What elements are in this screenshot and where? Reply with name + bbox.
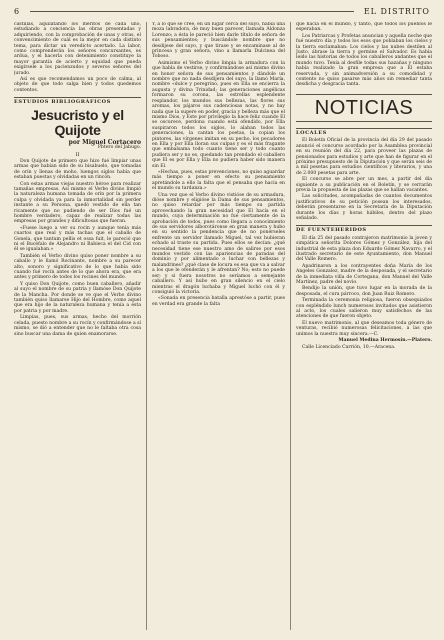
author-place: Pbtero del Jabugo. [97, 145, 141, 151]
paragraph: Una vez que el Verbo divino vistióse de su armadura, dióse nombre y eligióse la Dama de sus pensamientos, no quiso retardar por más tiempo su partida aprovechando la gran necesidad que El hacía en el mundo, cuya determinación no fué ciertamente de la aprobación de todos, pues como llegara a conocimiento de sus servidores alborotáronse en gran manera y hubo en su sentido la pendencia que de no ponérseles enfrente un servidor llamado Miguel, tal vez hubieran echado al traste su partida. Pues ellos se decían: ¿qué necesidad tiene ese nuestro amo de salirse por esos mundos vestido con las apariencias de paradas del dominio y por alimentado o luchar con bellezas y malandrines? ¿qué clase de locura es esa que va a salvar a los que le ofenderán y le afrentan? No; esto no puede ser; y si fuera nosotros no seríamos a semejante caballero. Y así hubo en gran silencio en el cielo mientras el dragón luchaba y Miguel luchó con él y consiguió la victoria. [152, 192, 285, 295]
section-heading-fuenteheridos: DE FUENTEHERIDOS [296, 225, 432, 233]
paragraph: castillas, aquilatando los méritos de cada uno, estudiando a conciencia las obras presentadas y adquiriendo, con la comprobación de unas y otras, el convencimiento de cuál es la mejor en cada distinto tema, para dictar un veredicto acertado. La labor, como comprenderán los señores concursantes, es ardua, y el hacerla con detenimiento constituye la mayor garantía de acierto y equidad que pueda exigírsele a los pacienzudos y severos señores del jurado. [14, 22, 141, 76]
paragraph: El día 25 del pasado contrajeron matrimonio la joven y simpática señorita Dolores Gómez y González, hija del industrial de esta plaza don Eduardo Gómez Navarro, y el ilustrado secretario de este Ayuntamiento, don Manuel del Valle Romero. [296, 235, 432, 263]
paragraph: «Hechas, pues, estas prevenciones, no quiso aguardar más tiempo a poner en efecto su pensamiento apretándole a ello la falta que el pensaba que hacía en el mundo su tardanza.» [152, 169, 285, 192]
section-heading-locales: LOCALES [296, 128, 432, 136]
paragraph: Bendijo la unión, que tuvo lugar en la morada de la desposada, el cura párroco, don Juan Ruiz Romero. [296, 286, 432, 297]
noticias-heading: NOTICIAS [296, 94, 432, 122]
article-title: Jesucristo y el Quijote [31, 106, 124, 138]
paragraph: El nuevo matrimonio, al que deseamos toda género de venturas, recibió numerosas felicitaciones, a las que unimos la nuestra muy sincera.—C. [296, 320, 432, 337]
header-rule [30, 11, 354, 12]
column-divider [290, 22, 291, 630]
part-numeral: II [75, 151, 80, 158]
article-author: por Miguel Cortacero [68, 138, 141, 146]
paragraph: El Boletín Oficial de la provincia del día 29 del pasado anunció el concurso acordado por la Asamblea provincial en su reunión del día 22, para proveer las plazas de pensionados para estudios y arte que han de figurar en el próximo presupuesto de la Diputación y que serán seis de a mil pesetas para estudios científicos y literarios, y una de 2.000 pesetas para arte. [296, 138, 432, 176]
paragraph: Asimismo el Verbo divino limpia la armadura con la que habla de vestirse, y confirmándose así mismo divino en honor señora de sus pensamientos y dándole un nombre que no nada desdijera del suyo, la llamó María, nombre «dulce y peregrino, pues en Ella se encierra la augusta y divina Trinidad; las generaciones angélicas formaron su corona, las estrellas esplendente resplandor, los mundos sus bellezas, las flores sus aromas, los pájaros sus cadenciosas notas, y no hay nada que la supere en poder, gracia y belleza más que el mismo Dios, y Este por privilegio la hace feliz cuando El se oscurece, perdona cuando está ofendido, por Ella suspiraron todos los siglos, lo alaban todos las generaciones, la cantan los poetas, la copian los pintores, las vírgenes imitan en su pecho, los pecadores en Ella y por Ella lloran sus culpas y es el más fragante que embalsama todo cuanto tiene ser y todo cuanto pudiera ser y no es, quedando tan prendado el caballero que El es por Ella y Ella no pudiera haber sido manera sin El. [152, 60, 285, 169]
paragraph: Con estas armas viejas nuestro héroe para realizar tamañas empresas. Así mismo el Verbo divino limpió la naturaleza humana tomada de orín por la primera culpa y olvidada ya para la inmortalidad sin perder instante a su Persona, quedó vestido de ella tan ricamente que no pudiendo de ser Dios fué un hombre verdadero, capaz de realizar todas las empresas por grandes y dificultosas que fueran. [14, 181, 141, 225]
paragraph: que hacía en el mundo, y tanto, que todos los pueblos le esperaban. [296, 22, 432, 33]
newspaper-title: EL DISTRITO [363, 6, 430, 16]
paragraph: Y, a lo que se cree, en un lugar cerca del suyo, había una moza labradora, de muy buen parecer, llamada Aldonza Lorenzo; a ésta le pareció bien darle título de señora de sus pensamientos; y buscándole nombre que no desdijese del suyo, y que tirase y se encaminase al de princesa y gran señora, vino a llamarla Dulcinea del Toboso. [152, 22, 285, 60]
paragraph: Terminada la ceremonia religiosa, fueron obsequiados con espléndido lunch numerosos invitados que asistieron al acto, los cuales salieron muy satisfechos de las atenciones de que fueron objeto. [296, 298, 432, 320]
page-number: 6 [14, 6, 21, 16]
paragraph: Los Patriarcas y Profetas anuncian y aquella noche que fué nuestro día y todos los esos que poblaban los cielos y la tierra exclamaban: Los cielos y las nubes destilen al Justo, ábrase la tierra y germine el Salvador. Es había leído las historias de todos los caballeros andantes que el mundo tuvo. Tenía al desfile todas sus hazañas y ninguno había realizado la gran empresa que a El estaba reservada, y sin animadversión a su comodidad y contento no quiso pasarse más años sin remediar tanta desdicha y desgracia tanta. [296, 33, 432, 88]
paragraph: Don Quijote de primero que hizo fué limpiar unas armas que habían sido de su bisabuelo, que tomadas de orín y llenas de moho, luengos siglos había que estaban puestas y olvidadas en un rincón. [14, 158, 141, 181]
paragraph: Apadrinaron a los contrayentes doña María de los Angeles Gonzalez, madre de la desposada, y el secretario de la inmediata villa de Cortegana, don Manuel del Valle Martínez, padre del novio. [296, 263, 432, 286]
section-heading: ESTUDIOS BIBLIOGRÁFICOS [14, 97, 141, 105]
advertisement-signature: Manuel Medina Hermosín.—Platero. [338, 338, 432, 344]
column-3 [296, 22, 432, 632]
column-1 [14, 22, 141, 632]
paragraph: «Fuese luego a ver su rocín y aunque tenía más cuartos que real y más tachas que el caballo de Gonela, que tantum pellis et ossa fuit, le pareció que ni el Bucéfalo de Alejandro ni Babieca el del Cid con él se igualaban.» [14, 225, 141, 253]
column-divider [146, 22, 147, 630]
column-2 [152, 22, 285, 632]
paragraph: También el Verbo divino quiso poner nombre a su caballo y le llamó Rocinante, nombre a su parecer alto, sonoro y significativo de lo que había sido cuando fué rocín antes de lo que ahora era, que era antes y primero de todos los rocines del mundo. [14, 253, 141, 281]
paragraph: Las solicitudes, acompañadas de cuantos documentos justificativos de su petición posean los interesados, deberán presentarse en la Secretaría de la Diputación durante los días y horas hábiles, dentro del plazo señalado. [296, 194, 432, 221]
paragraph: Y quiso Don Quijote, como buen caballero, añadir al suyo el nombre de su patria y llamóse Don Quijote de la Mancha. Por donde se ve que el Verbo divino también quiso llamarse Hijo del Hombre, como aquel que era hijo de la naturaleza humana y tenía a ésta por patria y por madre. [14, 281, 141, 314]
advertisement-address: Calle Licenciado Carrión, 10.—Aracena. [302, 344, 396, 350]
paragraph: Limpias, pues, sus armas, hecho del morrión celada, puesto nombre a su rocín y confirmándose a sí mismo, se dió a entender que no le faltaba otra cosa sino buscar una dama de quien enamorarse. [14, 315, 141, 337]
page-header [14, 4, 430, 18]
paragraph: «Sonada en presencia batalla aprestóse a partir, pues en verdad era grande la falta [152, 296, 285, 307]
paragraph: El concurso se abre por un mes, a partir del día siguiente a su publicación en el Boletín, y se cerrarán previa la propuesta de las plazas que se hallan vacantes. [296, 177, 432, 193]
paragraph: Así es que recomendamos un poco de calma, al objeto de que todo salga bien y todos quedemos contentos. [14, 77, 141, 93]
